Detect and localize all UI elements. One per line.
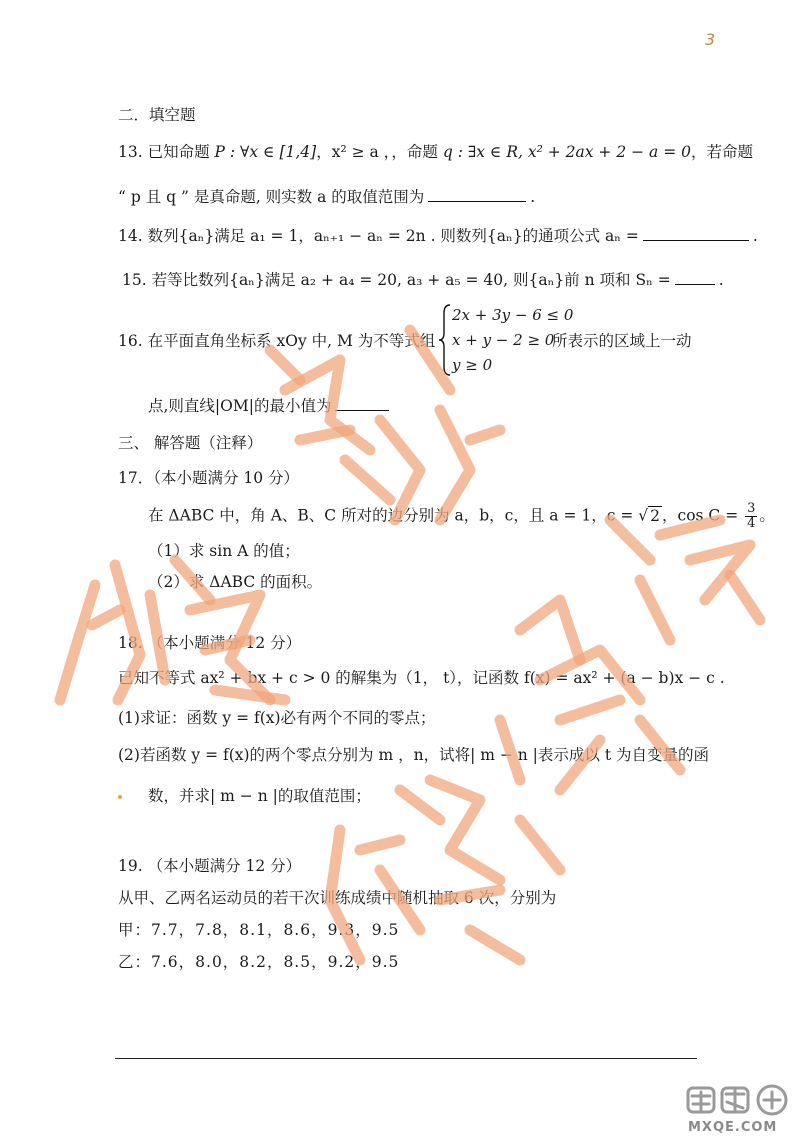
question-17-sub2: （2）求 ΔABC 的面积。 bbox=[148, 573, 323, 591]
inequality-row-3: y ≥ 0 bbox=[452, 356, 493, 374]
question-19-yi-scores: 乙：7.6，8.0，8.2，8.5，9.2，9.5 bbox=[118, 953, 400, 971]
faded-header bbox=[100, 42, 250, 52]
site-url: MXQE.COM bbox=[688, 1120, 778, 1135]
sqrt-radicand: 2 bbox=[650, 506, 661, 525]
question-18-line2: (1)求证：函数 y = f(x)必有两个不同的零点； bbox=[118, 709, 436, 727]
question-18-line4: 数，并求| m − n |的取值范围； bbox=[148, 787, 371, 805]
inequality-row-2: x + y − 2 ≥ 0 bbox=[452, 331, 555, 349]
answer-blank-15[interactable] bbox=[675, 282, 715, 285]
question-13-line2: “ p 且 q ” 是真命题, 则实数 a 的取值范围为 . bbox=[118, 188, 536, 206]
question-14: 14. 数列{aₙ}满足 a₁ = 1，aₙ₊₁ − aₙ = 2n . 则数列{aₙ}的通项公式 aₙ = . bbox=[118, 227, 758, 245]
answer-blank-16[interactable] bbox=[335, 408, 389, 411]
bottom-divider bbox=[115, 1058, 697, 1059]
question-15: 15. 若等比数列{aₙ}满足 a₂ + a₄ = 20, a₃ + a₅ = 40, 则{aₙ}前 n 项和 Sₙ = . bbox=[122, 271, 724, 289]
question-17-header: 17．（本小题满分 10 分） bbox=[118, 469, 300, 487]
inequality-brace bbox=[438, 303, 452, 377]
question-18-header: 18. （本小题满分 12 分） bbox=[118, 634, 302, 652]
stray-dot bbox=[118, 795, 122, 799]
answer-blank-13[interactable] bbox=[428, 199, 526, 202]
section-title-solutions: 三、 解答题（注释） bbox=[118, 434, 263, 452]
question-17-sub1: （1）求 sin A 的值； bbox=[148, 542, 300, 560]
question-16-line2: 点,则直线|OM|的最小值为 bbox=[148, 396, 393, 416]
question-19-line1: 从甲、乙两名运动员的若干次训练成绩中随机抽取 6 次，分别为 bbox=[118, 889, 557, 907]
inequality-row-1: 2x + 3y − 6 ≤ 0 bbox=[452, 306, 574, 324]
question-19-jia-scores: 甲：7.7，7.8，8.1，8.6，9.3，9.5 bbox=[118, 921, 400, 939]
question-13-line1: 13. 已知命题 P : ∀x ∈ [1,4]，x² ≥ a ，，命题 q : ∃x ∈ R, x² + 2ax + 2 − a = 0，若命题 bbox=[118, 143, 754, 161]
section-title-fill-in: 二．填空题 bbox=[118, 106, 196, 124]
answer-blank-14[interactable] bbox=[643, 238, 749, 241]
question-16-after-system: 所表示的区域上一动 bbox=[552, 332, 692, 350]
question-17-stem: 在 ΔABC 中，角 A、B、C 所对的边分别为 a，b，c，且 a = 1，c = √ 2 ，cos C = $\frac{3}{4}$ 。 bbox=[148, 501, 775, 531]
page-number: 3 bbox=[705, 30, 716, 49]
fraction-cosC: $\frac{3}{4}$ bbox=[747, 501, 756, 531]
question-16-line1: 16. 在平面直角坐标系 xOy 中, M 为不等式组 bbox=[118, 332, 436, 350]
question-18-line1: 已知不等式 ax² + bx + c > 0 的解集为（1， t），记函数 f(x) = ax² + (a − b)x − c . bbox=[118, 669, 725, 687]
question-19-header: 19. （本小题满分 12 分） bbox=[118, 857, 302, 875]
question-18-line3: (2)若函数 y = f(x)的两个零点分别为 m ，n，试将| m − n |表示成以 t 为自变量的函 bbox=[118, 746, 709, 764]
